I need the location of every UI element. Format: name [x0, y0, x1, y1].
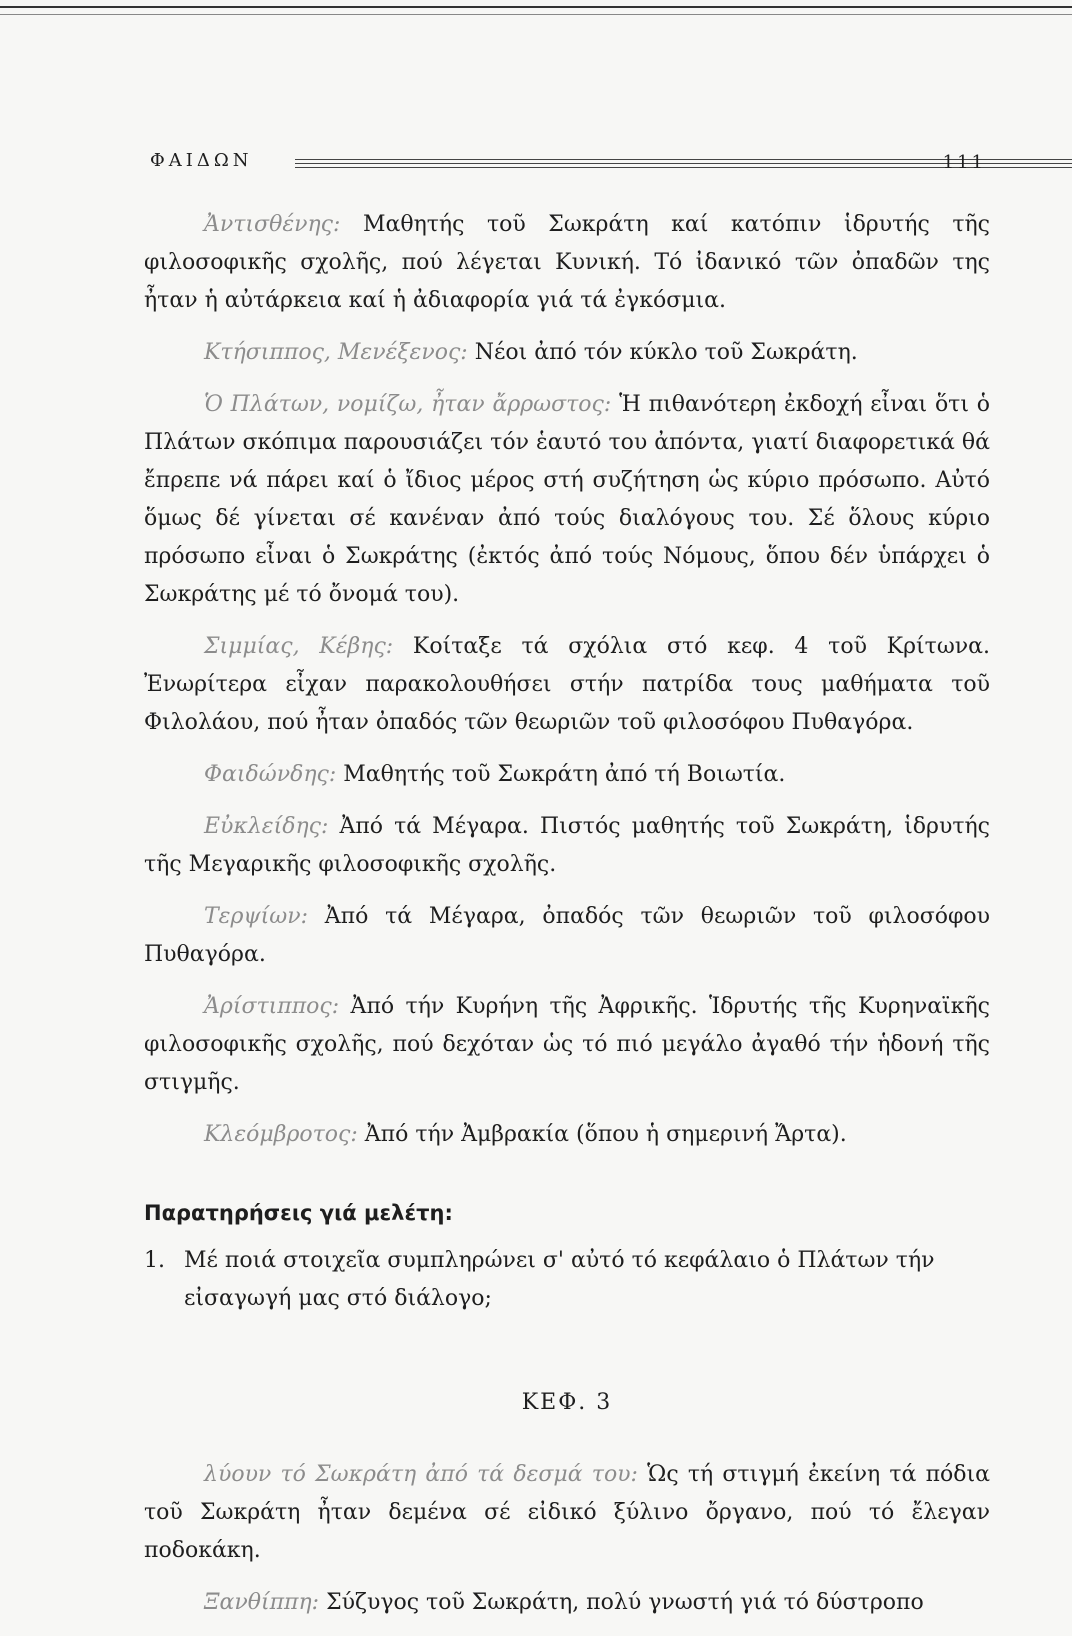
page-content — [144, 206, 990, 1636]
gloss-term: Εὐκλείδης: — [204, 814, 329, 839]
scan-top-rule — [0, 6, 1072, 8]
gloss-entry — [144, 1456, 990, 1570]
gloss-entry — [144, 1116, 990, 1154]
gloss-term: Κτήσιππος, Μενέξενος: — [204, 340, 468, 365]
gloss-term: Σιμμίας, Κέβης: — [204, 634, 394, 659]
gloss-term: Τερψίων: — [204, 904, 309, 929]
gloss-text: Νέοι ἀπό τόν κύκλο τοῦ Σωκράτη. — [467, 340, 858, 365]
gloss-text: Σύζυγος τοῦ Σωκράτη, πολύ γνωστή γιά τό δύστροπο — [319, 1590, 924, 1615]
gloss-text: Ἀπό τά Μέγαρα. Πιστός μαθητής τοῦ Σωκράτη, ἱδρυτής τῆς Μεγαρικῆς φιλοσοφικῆς σχολῆς. — [144, 814, 990, 877]
gloss-term: Φαιδώνδης: — [204, 762, 337, 787]
study-question — [144, 1242, 990, 1318]
gloss-entry — [144, 898, 990, 974]
gloss-term: Ὁ Πλάτων, νομίζω, ἦταν ἄρρωστος: — [204, 392, 612, 417]
gloss-entry — [144, 1584, 990, 1622]
gloss-entry — [144, 386, 990, 614]
running-head — [150, 150, 990, 174]
gloss-text: Ἡ πιθανότερη ἐκδοχή εἶναι ὅτι ὁ Πλάτων σκόπιμα παρουσιάζει τόν ἑαυτό του ἀπόντα, γιατί διαφορετικά θά ἔπρεπε νά πάρει καί ὁ ἴδιος μέρος στή συζήτηση ὡς κύριο πρόσωπο. Αὐτό ὅμως δέ γίνεται σέ κανέναν ἀπό τούς διαλόγους του. Σέ ὅλους κύριο πρόσωπο εἶναι ὁ Σωκράτης (ἐκτός ἀπό τούς Νόμους, ὅπου δέν ὑπάρχει ὁ Σωκράτης μέ τό ὄνομά του). — [144, 392, 991, 607]
gloss-text: Ἀπό τήν Ἀμβρακία (ὅπου ἡ σημερινή Ἄρτα). — [357, 1122, 847, 1147]
gloss-term: Ἀντισθένης: — [204, 212, 341, 237]
gloss-term: Ἀρίστιππος: — [204, 994, 340, 1019]
question-number: 1. — [144, 1248, 165, 1273]
gloss-text: Μαθητής τοῦ Σωκράτη καί κατόπιν ἱδρυτής τῆς φιλοσοφικῆς σχολῆς, πού λέγεται Κυνική. Τό ἰδανικό τῶν ὀπαδῶν της ἦταν ἡ αὐτάρκεια καί ἡ ἀδιαφορία γιά τά ἐγκόσμια. — [144, 212, 990, 313]
running-head-title: ΦΑΙΔΩΝ — [150, 150, 253, 171]
gloss-entry — [144, 756, 990, 794]
gloss-term: Ξανθίππη: — [204, 1590, 320, 1615]
page-number: 111 — [942, 152, 986, 173]
question-text: Μέ ποιά στοιχεῖα συμπληρώνει σ' αὐτό τό κεφάλαιο ὁ Πλάτων τήν εἰσαγωγή μας στό διάλογο; — [184, 1248, 935, 1311]
chapter-heading: ΚΕΦ. 3 — [521, 1390, 613, 1415]
gloss-entry — [144, 808, 990, 884]
scan-top-rule-secondary — [0, 14, 1072, 15]
gloss-entry — [144, 988, 990, 1102]
gloss-entry — [144, 206, 990, 320]
gloss-term: Κλεόμβροτος: — [204, 1122, 358, 1147]
gloss-text: Κοίταξε τά σχόλια στό κεφ. 4 τοῦ Κρίτωνα. Ἐνωρίτερα εἶχαν παρακολουθήσει στήν πατρίδα τους μαθήματα τοῦ Φιλολάου, πού ἦταν ὀπαδός τῶν θεωριῶν τοῦ φιλοσόφου Πυθαγόρα. — [144, 634, 990, 735]
gloss-text: Ὡς τή στιγμή ἐκείνη τά πόδια τοῦ Σωκράτη ἦταν δεμένα σέ εἰδικό ξύλινο ὄργανο, πού τό ἔλεγαν ποδοκάκη. — [144, 1462, 991, 1563]
gloss-text: Ἀπό τήν Κυρήνη τῆς Ἀφρικῆς. Ἱδρυτής τῆς Κυρηναϊκῆς φιλοσοφικῆς σχολῆς, πού δεχόταν ὡς τό πιό μεγάλο ἀγαθό τήν ἡδονή τῆς στιγμῆς. — [144, 994, 990, 1095]
study-notes-heading: Παρατηρήσεις γιά μελέτη: — [144, 1201, 453, 1225]
gloss-text: Μαθητής τοῦ Σωκράτη ἀπό τή Βοιωτία. — [336, 762, 786, 787]
gloss-term: λύουν τό Σωκράτη ἀπό τά δεσμά του: — [204, 1462, 638, 1487]
gloss-entry — [144, 628, 990, 742]
gloss-entry — [144, 334, 990, 372]
gloss-text: Ἀπό τά Μέγαρα, ὀπαδός τῶν θεωριῶν τοῦ φιλοσόφου Πυθαγόρα. — [144, 904, 990, 967]
